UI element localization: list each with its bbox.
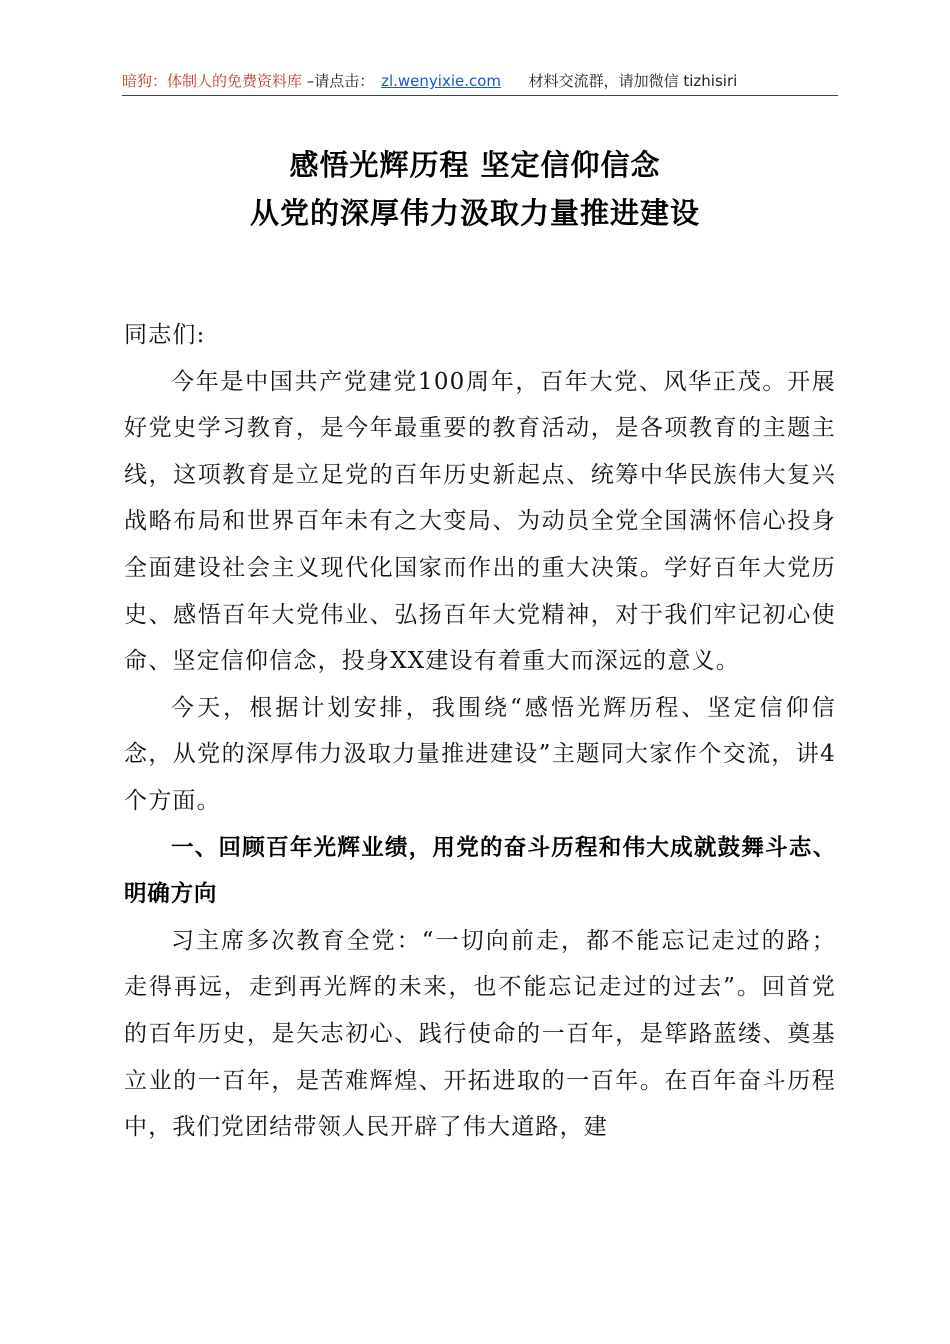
header-prefix: 暗狗：体制人的免费资料库 <box>122 72 303 90</box>
paragraph-3: 习主席多次教育全党：“一切向前走，都不能忘记走过的路；走得再远，走到再光辉的未来，也不能忘记走过的过去”。回首党的百年历史，是矢志初心、践行使命的一百年，是筚路蓝缕、奠基立业的一百年，是苦难辉煌、开拓进取的一百年。在百年奋斗历程中，我们党团结带领人民开辟了伟大道路，建 <box>124 927 836 1141</box>
paragraph-1: 今年是中国共产党建党100周年，百年大党、风华正茂。开展好党史学习教育，是今年最重要的教育活动，是各项教育的主题主线，这项教育是立足党的百年历史新起点、统筹中华民族伟大复兴战略布局和世界百年未有之大变局、为动员全党全国满怀信心投身全面建设社会主义现代化国家而作出的重大决策。学好百年大党历史、感悟百年大党伟业、弘扬百年大党精神，对于我们牢记初心使命、坚定信仰信念，投身XX建设有着重大而深远的意义。 <box>124 368 836 675</box>
header-divider <box>122 95 838 96</box>
page-header <box>122 70 838 94</box>
header-click-label: –请点击： <box>306 72 375 90</box>
header-link[interactable]: zl.wenyixie.com <box>381 72 502 90</box>
header-group-note: 材料交流群，请加微信 tizhisiri <box>528 72 738 90</box>
document-title-line2: 从党的深厚伟力汲取力量推进建设 <box>249 196 700 230</box>
section-1-heading: 一、回顾百年光辉业绩，用党的奋斗历程和伟大成就鼓舞斗志、明确方向 <box>124 834 836 908</box>
document-body <box>124 312 836 1151</box>
paragraph-2: 今天，根据计划安排，我围绕“感悟光辉历程、坚定信仰信念，从党的深厚伟力汲取力量推进建设”主题同大家作个交流，讲4个方面。 <box>124 694 836 814</box>
salutation: 同志们: <box>124 322 206 348</box>
document-title-line1: 感悟光辉历程 坚定信仰信念 <box>289 148 661 182</box>
